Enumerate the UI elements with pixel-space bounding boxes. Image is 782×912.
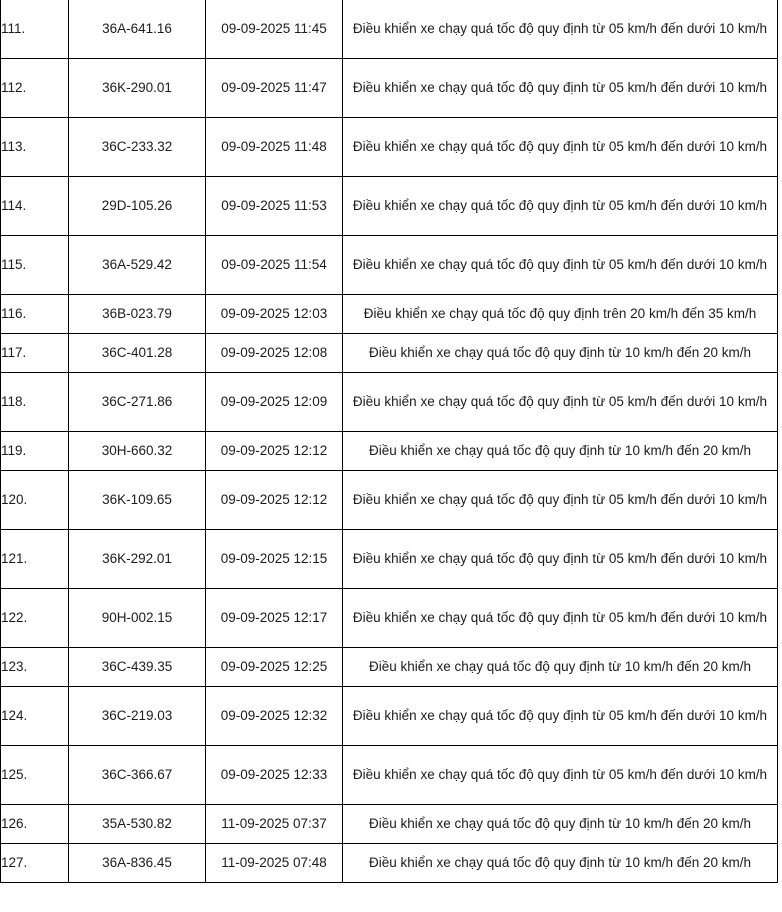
license-plate: 90H-002.15 <box>69 589 206 648</box>
violation-datetime: 09-09-2025 11:48 <box>206 118 343 177</box>
table-row <box>1 373 778 432</box>
license-plate: 36K-109.65 <box>69 471 206 530</box>
license-plate: 35A-530.82 <box>69 805 206 844</box>
violation-description: Điều khiển xe chạy quá tốc độ quy định từ 10 km/h đến 20 km/h <box>343 432 778 471</box>
table-row <box>1 648 778 687</box>
violation-description: Điều khiển xe chạy quá tốc độ quy định từ 05 km/h đến dưới 10 km/h <box>343 118 778 177</box>
violation-datetime: 09-09-2025 12:08 <box>206 334 343 373</box>
license-plate: 36A-529.42 <box>69 236 206 295</box>
row-index: 117. <box>1 334 69 373</box>
license-plate: 36C-401.28 <box>69 334 206 373</box>
violation-description: Điều khiển xe chạy quá tốc độ quy định từ 10 km/h đến 20 km/h <box>343 805 778 844</box>
violation-description: Điều khiển xe chạy quá tốc độ quy định từ 05 km/h đến dưới 10 km/h <box>343 687 778 746</box>
row-index: 125. <box>1 746 69 805</box>
table-row <box>1 805 778 844</box>
license-plate: 36C-219.03 <box>69 687 206 746</box>
license-plate: 36K-292.01 <box>69 530 206 589</box>
table-row <box>1 177 778 236</box>
violation-datetime: 11-09-2025 07:37 <box>206 805 343 844</box>
table-row <box>1 471 778 530</box>
violation-datetime: 09-09-2025 11:45 <box>206 0 343 59</box>
violation-datetime: 09-09-2025 12:12 <box>206 432 343 471</box>
row-index: 126. <box>1 805 69 844</box>
row-index: 119. <box>1 432 69 471</box>
table-row <box>1 844 778 883</box>
row-index: 122. <box>1 589 69 648</box>
violation-description: Điều khiển xe chạy quá tốc độ quy định từ 05 km/h đến dưới 10 km/h <box>343 0 778 59</box>
table-row <box>1 530 778 589</box>
violation-description: Điều khiển xe chạy quá tốc độ quy định từ 10 km/h đến 20 km/h <box>343 844 778 883</box>
table-body <box>1 0 778 883</box>
violation-description: Điều khiển xe chạy quá tốc độ quy định từ 05 km/h đến dưới 10 km/h <box>343 746 778 805</box>
row-index: 121. <box>1 530 69 589</box>
violation-datetime: 09-09-2025 12:33 <box>206 746 343 805</box>
row-index: 116. <box>1 295 69 334</box>
violation-datetime: 09-09-2025 12:03 <box>206 295 343 334</box>
table-row <box>1 0 778 59</box>
violation-datetime: 09-09-2025 11:54 <box>206 236 343 295</box>
table-row <box>1 687 778 746</box>
violation-datetime: 09-09-2025 11:53 <box>206 177 343 236</box>
table-row <box>1 589 778 648</box>
table-row <box>1 295 778 334</box>
violation-description: Điều khiển xe chạy quá tốc độ quy định từ 05 km/h đến dưới 10 km/h <box>343 589 778 648</box>
row-index: 111. <box>1 0 69 59</box>
violation-description: Điều khiển xe chạy quá tốc độ quy định từ 05 km/h đến dưới 10 km/h <box>343 373 778 432</box>
violation-datetime: 09-09-2025 12:17 <box>206 589 343 648</box>
violation-datetime: 11-09-2025 07:48 <box>206 844 343 883</box>
table-row <box>1 432 778 471</box>
violation-description: Điều khiển xe chạy quá tốc độ quy định từ 05 km/h đến dưới 10 km/h <box>343 471 778 530</box>
license-plate: 36B-023.79 <box>69 295 206 334</box>
license-plate: 36C-233.32 <box>69 118 206 177</box>
license-plate: 36C-271.86 <box>69 373 206 432</box>
license-plate: 36C-439.35 <box>69 648 206 687</box>
row-index: 118. <box>1 373 69 432</box>
violation-datetime: 09-09-2025 11:47 <box>206 59 343 118</box>
violation-description: Điều khiển xe chạy quá tốc độ quy định từ 05 km/h đến dưới 10 km/h <box>343 236 778 295</box>
violation-datetime: 09-09-2025 12:12 <box>206 471 343 530</box>
violation-datetime: 09-09-2025 12:32 <box>206 687 343 746</box>
table-row <box>1 236 778 295</box>
row-index: 127. <box>1 844 69 883</box>
violation-description: Điều khiển xe chạy quá tốc độ quy định từ 05 km/h đến dưới 10 km/h <box>343 59 778 118</box>
license-plate: 30H-660.32 <box>69 432 206 471</box>
violation-description: Điều khiển xe chạy quá tốc độ quy định từ 05 km/h đến dưới 10 km/h <box>343 177 778 236</box>
violation-datetime: 09-09-2025 12:15 <box>206 530 343 589</box>
row-index: 114. <box>1 177 69 236</box>
row-index: 112. <box>1 59 69 118</box>
row-index: 115. <box>1 236 69 295</box>
license-plate: 36A-836.45 <box>69 844 206 883</box>
table-row <box>1 334 778 373</box>
violation-description: Điều khiển xe chạy quá tốc độ quy định từ 10 km/h đến 20 km/h <box>343 648 778 687</box>
row-index: 124. <box>1 687 69 746</box>
violation-datetime: 09-09-2025 12:25 <box>206 648 343 687</box>
violation-description: Điều khiển xe chạy quá tốc độ quy định từ 10 km/h đến 20 km/h <box>343 334 778 373</box>
table-row <box>1 118 778 177</box>
violation-description: Điều khiển xe chạy quá tốc độ quy định từ 05 km/h đến dưới 10 km/h <box>343 530 778 589</box>
table-row <box>1 746 778 805</box>
violation-description: Điều khiển xe chạy quá tốc độ quy định trên 20 km/h đến 35 km/h <box>343 295 778 334</box>
row-index: 123. <box>1 648 69 687</box>
row-index: 113. <box>1 118 69 177</box>
license-plate: 36A-641.16 <box>69 0 206 59</box>
violation-datetime: 09-09-2025 12:09 <box>206 373 343 432</box>
license-plate: 36C-366.67 <box>69 746 206 805</box>
license-plate: 29D-105.26 <box>69 177 206 236</box>
license-plate: 36K-290.01 <box>69 59 206 118</box>
table-row <box>1 59 778 118</box>
row-index: 120. <box>1 471 69 530</box>
